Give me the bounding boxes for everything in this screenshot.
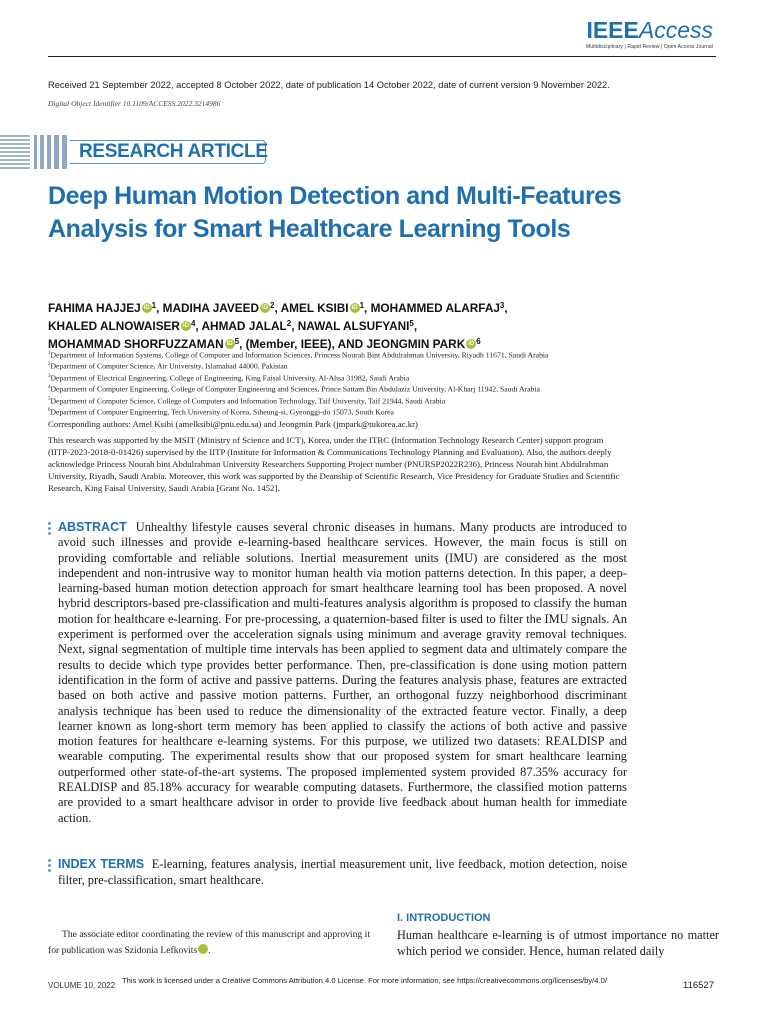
header-rule (48, 56, 716, 57)
brand-bold: IEEE (586, 17, 639, 43)
author-list (48, 298, 708, 353)
author-entry (48, 319, 202, 333)
author-affiliation-number: 2 (270, 301, 275, 310)
abstract-text: Unhealthy lifestyle causes several chronic diseases in humans. Many products are introduced to avoid such illnesses and provide e-learning-based healthcare services. However, the main focus is still on providing comfortable and reliable solutions. Inertial measurement units (IMU) are considered as the most independent and non-intrusive way to monitor human health via motion patterns detection. In this paper, a deep-learning-based human motion detection approach for smart healthcare learning tool has been proposed. A novel hybrid descriptors-based pre-classification and multi-features analysis algorithm is proposed to classify the human motion for healthcare e-learning. For pre-processing, a quaternion-based filter is used to filter the IMU signals. An experiment is performed over the acceleration signals using minimum and average gravity removal techniques. Next, signal segmentation of multiple time intervals has been applied to segment data and ultimately compare the results to decide which type provides better performance. Then, pre-classification is done using motion pattern identification in the form of active and passive patterns. During the features analysis phase, features are extracted based on both active and passive motion patterns. Further, an orthogonal fuzzy neighborhood discriminant analysis technique has been used to reduce the dimensionality of the extracted feature vector. Finally, a deep learner known as long-short term memory has been applied to classify the actions of both active and passive motion features for healthcare e-learning systems. For this purpose, we utilized two datasets: REALDISP and wearable computing. The experimental results show that our proposed system for smart healthcare learning outperformed other state-of-the-art systems. The proposed implemented system provided 87.35% accuracy for REALDISP and 85.18% accuracy for wearable computing datasets. Furthermore, the classified motion patterns are provided to a smart healthcare advisor in order to provide live feedback about human health for immediate action. (58, 520, 627, 825)
affiliation-number: 6 (48, 408, 51, 414)
author-name: JEONGMIN PARK (366, 337, 466, 352)
introduction-text: Human healthcare e-learning is of utmost importance no matter which period we consider. Hence, human related daily (397, 928, 719, 958)
author-entry (202, 319, 298, 333)
orcid-icon[interactable]: iD (262, 305, 269, 311)
author-name: AMEL KSIBI (280, 301, 349, 315)
article-type-label: RESEARCH ARTICLE (79, 141, 268, 162)
editor-footnote-text: The associate editor coordinating the review of this manuscript and approving it for publication was Szidonia Lefkovits (48, 929, 370, 956)
affiliation-text: Department of Computer Engineering, Tech University of Korea, Siheung-si, Gyeonggi-do 15073, South Korea (50, 407, 394, 417)
author-entry (48, 301, 163, 315)
journal-logo (586, 18, 713, 50)
affiliation-number: 5 (48, 396, 51, 402)
author-separator: , (291, 319, 298, 334)
index-terms-marker-icon (48, 859, 52, 874)
author-entry (371, 301, 508, 315)
author-affiliation-number: 2 (286, 319, 292, 329)
author-separator: , (504, 301, 508, 315)
affiliation-number: 1 (48, 351, 51, 356)
affiliation-number: 2 (48, 362, 51, 368)
author-separator: , (274, 301, 281, 315)
orcid-icon[interactable]: iD (182, 323, 189, 330)
brand-italic: Access (638, 17, 713, 43)
affiliation-item (48, 383, 728, 394)
author-separator: , (195, 319, 202, 334)
author-name: KHALED ALNOWAISER (48, 319, 180, 334)
paper-title: Deep Human Motion Detection and Multi-Features Analysis for Smart Healthcare Learning Tools (48, 182, 622, 243)
orcid-icon[interactable]: iD (143, 305, 150, 311)
footer-license[interactable]: This work is licensed under a Creative Commons Attribution 4.0 License. For more information, see https://creativecommons.org/licenses/by/4.0/ (122, 976, 607, 985)
author-affiliation-number: 6 (476, 337, 481, 347)
author-affiliation-number: 4 (190, 319, 196, 329)
affiliation-number: 3 (48, 373, 51, 379)
abstract (58, 520, 627, 826)
orcid-icon[interactable]: iD (351, 305, 358, 311)
abstract-marker-icon (48, 522, 52, 537)
affiliation-item (48, 360, 728, 371)
author-entry (298, 319, 417, 333)
orcid-icon[interactable]: iD (198, 944, 208, 954)
author-name: MOHAMMAD SHORFUZZAMAN (48, 337, 224, 352)
author-separator: , (156, 301, 163, 315)
affiliation-text: Department of Information Systems, College of Computer and Information Sciences, Princess Nourah Bint Abdulrahman University, Riyadh 11671, Saudi Arabia (50, 350, 549, 360)
corresponding-authors: Corresponding authors: Amel Ksibi (amelksibi@pnu.edu.sa) and Jeongmin Park (jmpark@tukorea.ac.kr) (48, 419, 418, 429)
abstract-heading: ABSTRACT (58, 520, 127, 534)
affiliation-item (48, 406, 728, 417)
affiliation-text: Department of Electrical Engineering, College of Engineering, King Faisal University, Al-Ahsa 31982, Saudi Arabia (50, 373, 410, 383)
author-name: NAWAL ALSUFYANI (297, 319, 410, 334)
author-entry (281, 301, 371, 315)
editor-footnote: The associate editor coordinating the review of this manuscript and approving it for publication was Szidonia Lefkovits iD. (48, 929, 370, 956)
author-separator: , (364, 301, 371, 315)
index-terms (58, 856, 627, 888)
orcid-icon[interactable]: iD (226, 341, 233, 348)
author-separator: , (413, 319, 418, 334)
affiliation-text: Department of Computer Science, College of Computers and Information Technology, Taif University, Taif 21944, Saudi Arabia (50, 396, 446, 406)
introduction-heading: I. INTRODUCTION (397, 912, 491, 924)
journal-tagline: Multidisciplinary | Rapid Review | Open Access Journal (586, 44, 713, 50)
affiliation-text: Department of Computer Science, Air University, Islamabad 44000, Pakistan (50, 362, 288, 372)
author-affiliation-number: 5 (234, 337, 240, 347)
author-affiliation-number: 1 (151, 301, 157, 310)
funding-statement: This research was supported by the MSIT (Ministry of Science and ICT), Korea, under the ITRC (Information Technology Research Center) support program (IITP-2023-2018-0-01426) supervised by the IITP (Institute for Information & Communications Technology Planning and Evaluation). Also, the authors deeply acknowledge Princess Nourah bint Abdulrahman University Researchers Supporting Project number (PNURSP2022R236), Princess Nourah bint Abdulrahman University, Riyadh, Saudi Arabia. Moreover, this work was supported by the Deanship of Scientific Research, Vice Presidency for Graduate Studies and Scientific Research, King Faisal University, Saudi Arabia [Grant No. 1452]. (48, 435, 620, 494)
doi-line[interactable]: Digital Object Identifier 10.1109/ACCESS.2022.3214986 (48, 99, 221, 108)
author-name: FAHIMA HAJJEJ (48, 301, 141, 315)
author-affiliation-number: 3 (499, 301, 505, 310)
affiliation-item (48, 349, 728, 360)
author-entry (163, 301, 281, 315)
author-separator: , (Member, IEEE), AND (239, 337, 367, 352)
affiliation-text: Department of Computer Engineering, College of Computer Engineering and Sciences, Prince Sattam Bin Abdulaziz University, Al-Kharj 11942, Saudi Arabia (50, 384, 540, 394)
author-name: MADIHA JAVEED (162, 301, 260, 315)
banner-stripes (0, 135, 68, 169)
author-affiliation-number: 5 (409, 319, 414, 329)
affiliation-list (48, 349, 728, 418)
index-terms-text: E-learning, features analysis, inertial measurement unit, live feedback, motion detection, noise filter, pre-classification, smart healthcare. (58, 857, 627, 887)
orcid-icon[interactable]: iD (468, 341, 475, 348)
affiliation-item (48, 372, 728, 383)
footer-volume: VOLUME 10, 2022 (48, 981, 116, 990)
index-terms-heading: INDEX TERMS (58, 857, 145, 871)
received-dates: Received 21 September 2022, accepted 8 October 2022, date of publication 14 October 2022, date of current version 9 November 2022. (48, 80, 610, 90)
author-name: MOHAMMED ALARFAJ (370, 301, 500, 315)
affiliation-number: 4 (48, 385, 51, 391)
author-name: AHMAD JALAL (201, 319, 287, 334)
author-affiliation-number: 1 (359, 301, 365, 310)
affiliation-item (48, 395, 728, 406)
page-number: 116527 (683, 980, 714, 991)
